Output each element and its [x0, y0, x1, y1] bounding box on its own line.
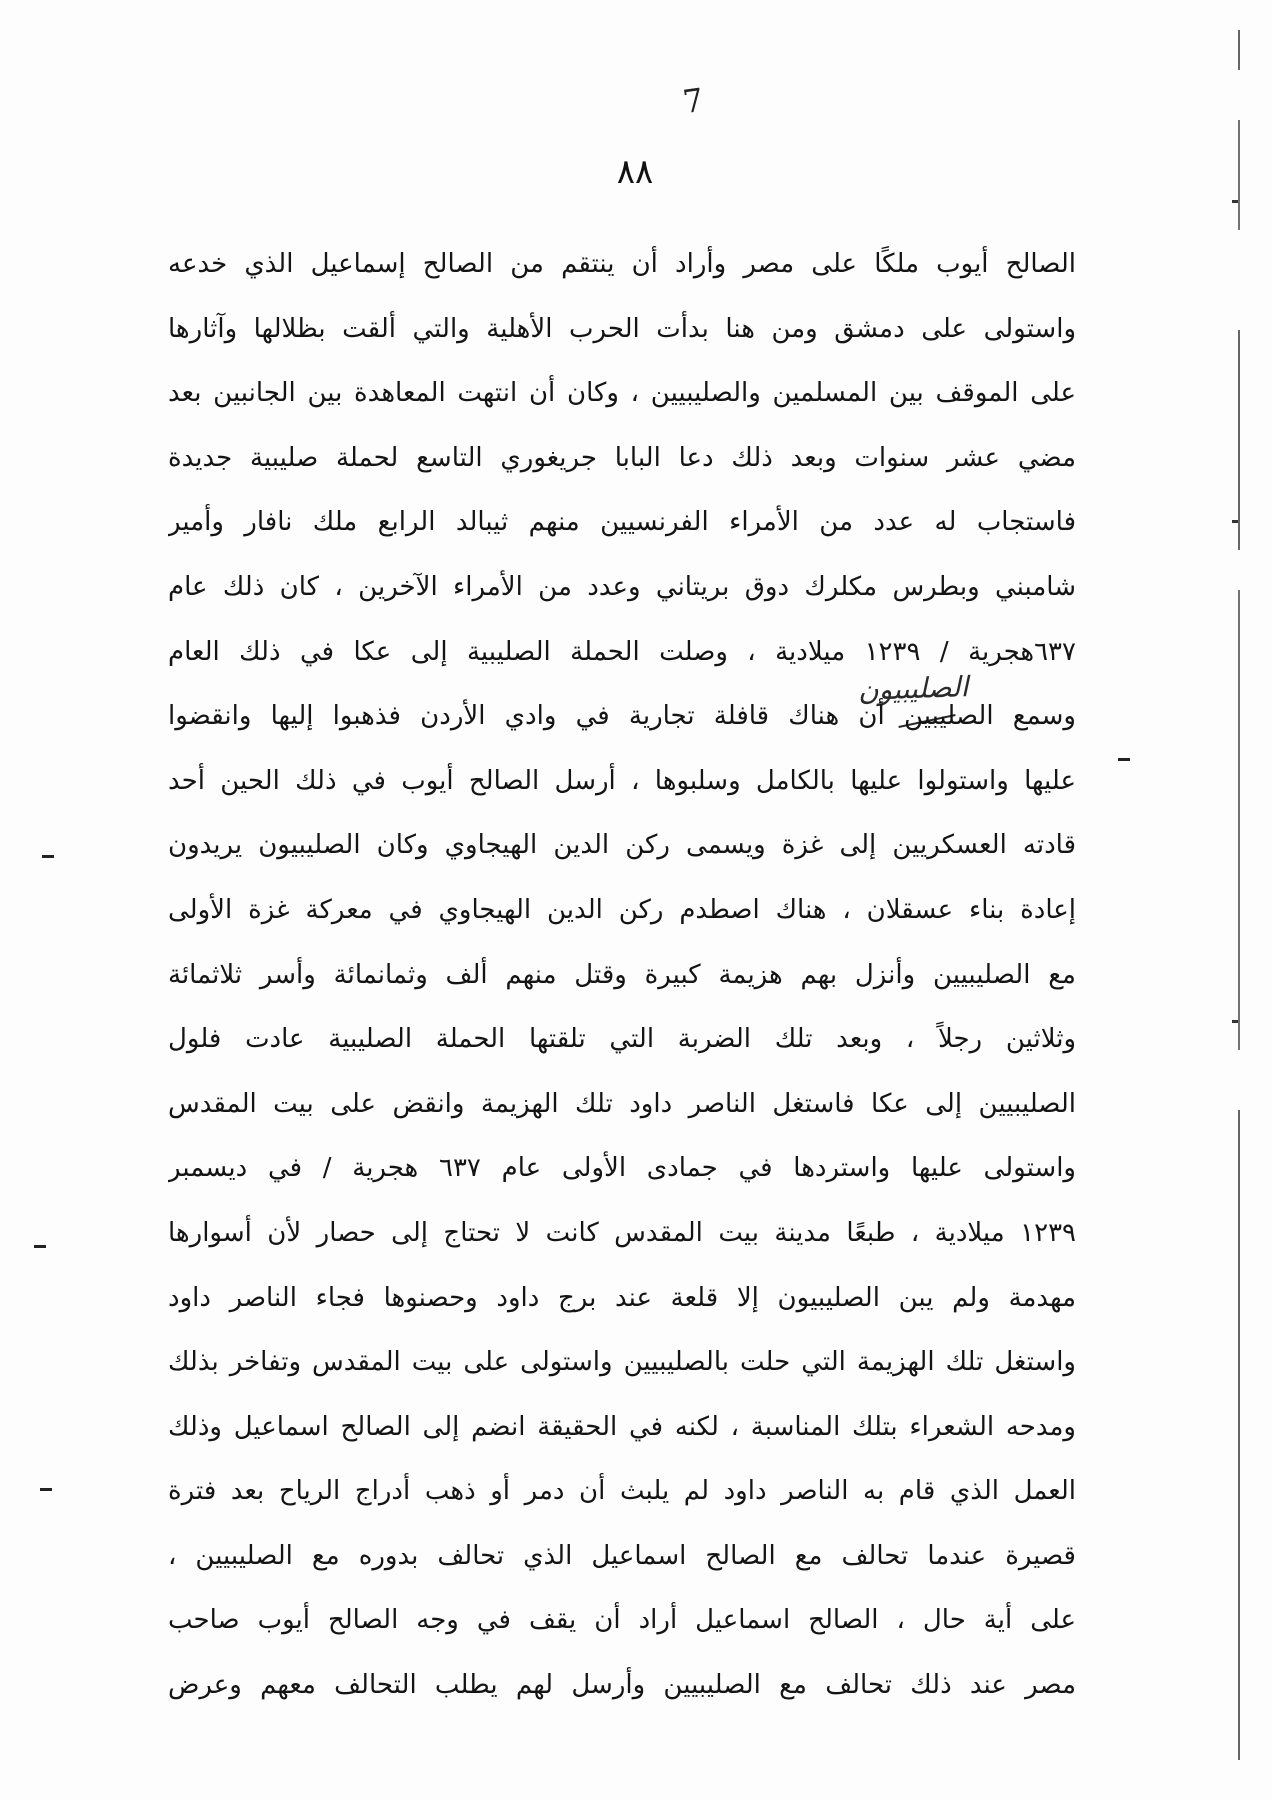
text-line: على أية حال ، الصالح اسماعيل أراد أن يقف في وجه الصالح أيوب صاحب — [168, 1605, 1076, 1636]
text-line: وثلاثين رجلاً ، وبعد تلك الضربة التي تلقتها الحملة الصليبية عادت فلول — [168, 1024, 1076, 1055]
scan-edge-line — [1238, 30, 1240, 1760]
scan-edge-tick — [1232, 1020, 1238, 1023]
text-line: واستغل تلك الهزيمة التي حلت بالصليبيين واستولى على بيت المقدس وتفاخر بذلك — [168, 1347, 1076, 1378]
scan-margin-mark — [1118, 758, 1130, 761]
text-line: الصالح أيوب ملكًا على مصر وأراد أن ينتقم من الصالح إسماعيل الذي خدعه — [168, 249, 1076, 279]
text-line: العمل الذي قام به الناصر داود لم يلبث أن دمر أو ذهب أدراج الرياح بعد فترة — [168, 1476, 1076, 1507]
text-line: شامبني وبطرس مكلرك دوق بريتاني وعدد من الأمراء الآخرين ، كان ذلك عام — [168, 571, 1076, 602]
text-line: مع الصليبيين وأنزل بهم هزيمة كبيرة وقتل منهم ألف وثمانمائة وأسر ثلاثمائة — [168, 959, 1076, 990]
text-line: قادته العسكريين إلى غزة ويسمى ركن الدين الهيجاوي وكان الصليبيون يريدون — [168, 830, 1076, 861]
text-line: واستولى عليها واستردها في جمادى الأولى عام ٦٣٧ هجرية / في ديسمبر — [168, 1153, 1076, 1184]
body-text — [168, 232, 1076, 1718]
text-line: واستولى على دمشق ومن هنا بدأت الحرب الأهلية والتي ألقت بظلالها وآثارها — [168, 313, 1076, 344]
text-line: مهدمة ولم يبن الصليبيون إلا قلعة عند برج داود وحصنوها فجاء الناصر داود — [168, 1282, 1076, 1313]
text-line: إعادة بناء عسقلان ، هناك اصطدم ركن الدين الهيجاوي في معركة غزة الأولى — [168, 894, 1076, 925]
text-line: قصيرة عندما تحالف مع الصالح اسماعيل الذي تحالف بدوره مع الصليبيين ، — [168, 1540, 1076, 1571]
scan-margin-mark — [42, 855, 54, 858]
text-line: وسمع الصليبين أن هناك قافلة تجارية في وادي الأردن فذهبوا إليها وانقضوا — [168, 701, 1076, 732]
scan-edge-tick — [1232, 520, 1238, 523]
text-line: ٦٣٧هجرية / ١٢٣٩ ميلادية ، وصلت الحملة الصليبية إلى عكا في ذلك العام — [168, 636, 1076, 667]
text-line: ومدحه الشعراء بتلك المناسبة ، لكنه في الحقيقة انضم إلى الصالح اسماعيل وذلك — [168, 1411, 1076, 1442]
text-line: على الموقف بين المسلمين والصليبيين ، وكان أن انتهت المعاهدة بين الجانبين بعد — [168, 378, 1076, 409]
text-line: مصر عند ذلك تحالف مع الصليبيين وأرسل لهم يطلب التحالف معهم وعرض — [168, 1670, 1076, 1701]
text-line: فاستجاب له عدد من الأمراء الفرنسيين منهم ثيبالد الرابع ملك نافار وأمير — [168, 507, 1076, 538]
text-line: الصليبيين إلى عكا فاستغل الناصر داود تلك الهزيمة وانقض على بيت المقدس — [168, 1088, 1076, 1119]
handwritten-corner-mark: 7 — [680, 80, 706, 122]
scan-edge-tick — [1232, 200, 1238, 203]
text-line: مضي عشر سنوات وبعد ذلك دعا البابا جريغوري التاسع لحملة صليبية جديدة — [168, 442, 1076, 473]
page-number: ٨٨ — [616, 152, 654, 192]
text-line: عليها واستولوا عليها بالكامل وسلبوها ، أرسل الصالح أيوب في ذلك الحين أحد — [168, 765, 1076, 796]
scan-margin-mark — [34, 1245, 46, 1248]
text-line: ١٢٣٩ ميلادية ، طبعًا مدينة بيت المقدس كانت لا تحتاج إلى حصار لأن أسوارها — [168, 1217, 1076, 1248]
scan-margin-mark — [40, 1488, 52, 1491]
handwritten-correction: الصليبيون — [857, 670, 969, 707]
